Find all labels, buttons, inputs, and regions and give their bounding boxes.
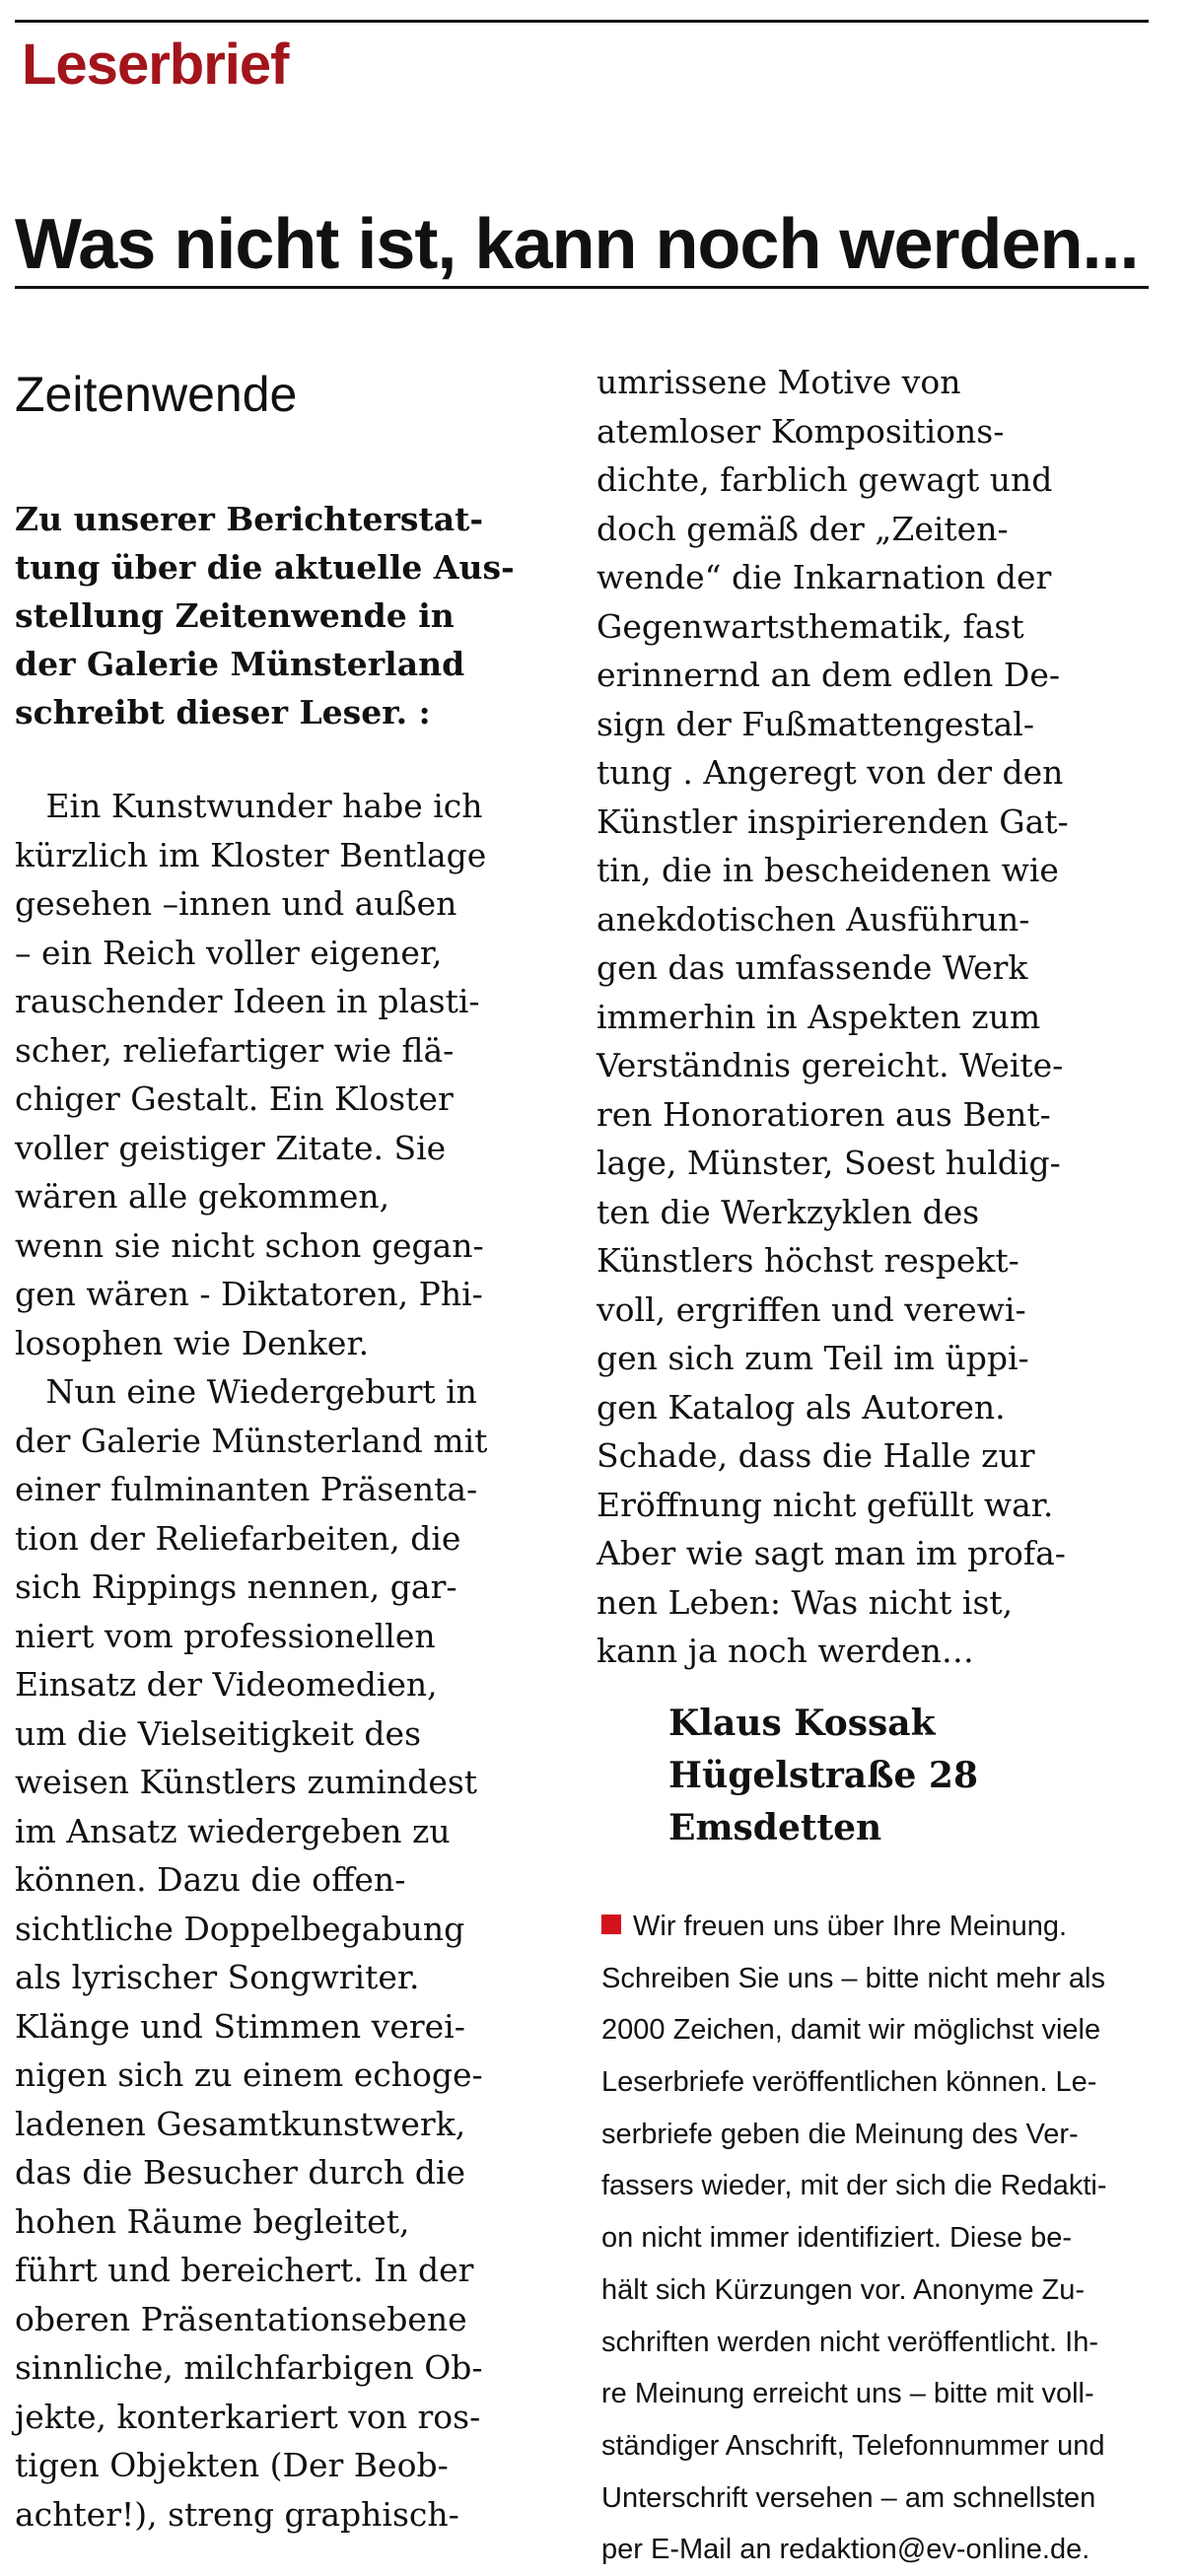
body-line: achter!), streng graphisch- [15, 2494, 459, 2534]
info-line [601, 2212, 1107, 2264]
info-line-text: re Meinung erreicht uns – bitte mit voll- [601, 2378, 1094, 2410]
info-line [601, 2264, 1107, 2317]
author-signature [668, 1698, 978, 1854]
body-line: kann ja noch werden… [597, 1632, 974, 1670]
body-column-left [15, 782, 487, 2539]
body-line: dichte, farblich gewagt und [597, 460, 1053, 499]
info-line-text: fassers wieder, mit der sich die Redakti- [601, 2170, 1107, 2202]
body-line: – ein Reich voller eigener, [15, 933, 443, 972]
intro-line: der Galerie Münsterland [15, 645, 465, 683]
body-line: nen Leben: Was nicht ist, [597, 1582, 1014, 1622]
body-line: umrissene Motive von [597, 363, 961, 401]
info-line-text: 2000 Zeichen, damit wir möglichst viele [601, 2014, 1101, 2047]
reader-letter-info-box [601, 1901, 1107, 2576]
body-line: wende“ die Inkarnation der [597, 558, 1052, 596]
body-line: Verständnis gereicht. Weite- [597, 1046, 1064, 1084]
author-street: Hügelstraße 28 [668, 1755, 979, 1796]
info-line [601, 1953, 1107, 2005]
body-line: gen sich zum Teil im üppi- [597, 1339, 1029, 1377]
intro-line: Zu unserer Berichterstat- [15, 500, 484, 538]
body-line: führt und bereichert. In der [15, 2251, 474, 2289]
body-line: voller geistiger Zitate. Sie [15, 1128, 447, 1167]
body-line: rauschender Ideen in plasti- [15, 982, 480, 1020]
body-line: tung . Angeregt von der den [597, 753, 1064, 792]
body-line: lage, Münster, Soest huldig- [597, 1144, 1061, 1182]
body-line: doch gemäß der „Zeiten- [597, 509, 1009, 548]
body-line: Gegenwartsthematik, fast [597, 606, 1024, 646]
body-column-right [597, 358, 1069, 1676]
article-subhead: Zeitenwende [15, 367, 298, 422]
info-line-text: on nicht immer identifiziert. Diese be- [601, 2222, 1073, 2255]
body-line: kürzlich im Kloster Bentlage [15, 835, 487, 874]
info-line-text: ständiger Anschrift, Telefonnummer und [601, 2429, 1105, 2462]
body-line: das die Besucher durch die [15, 2153, 466, 2192]
body-line: losophen wie Denker. [15, 1323, 370, 1362]
body-line: Nun eine Wiedergeburt in [15, 1372, 477, 1411]
info-line-text: schriften werden nicht veröffentlicht. Ih- [601, 2326, 1098, 2358]
body-line: gen das umfassende Werk [597, 948, 1028, 987]
body-line: Ein Kunstwunder habe ich [15, 787, 483, 825]
body-line: ren Honoratioren aus Bent- [597, 1094, 1051, 1134]
body-line: um die Vielseitigkeit des [15, 1713, 422, 1753]
body-line: gen wären - Diktatoren, Phi- [15, 1275, 483, 1313]
article-intro [15, 495, 567, 736]
info-line-text: Unterschrift versehen – am schnellsten [601, 2481, 1096, 2514]
body-line: ten die Werkzyklen des [597, 1192, 980, 1231]
info-line-text: serbriefe geben die Meinung des Ver- [601, 2118, 1079, 2150]
info-line-text: hält sich Kürzungen vor. Anonyme Zu- [601, 2273, 1086, 2306]
body-line: im Ansatz wiedergeben zu [15, 1811, 451, 1850]
intro-line: schreibt dieser Leser. : [15, 693, 431, 731]
body-line: Eröffnung nicht gefüllt war. [597, 1485, 1054, 1524]
top-rule [15, 20, 1149, 23]
info-line [601, 2524, 1107, 2576]
body-line: gesehen –innen und außen [15, 884, 457, 923]
body-line: sichtliche Doppelbegabung [15, 1909, 465, 1948]
body-line: gen Katalog als Autoren. [597, 1387, 1006, 1427]
info-line-text: Leserbriefe veröffentlichen können. Le- [601, 2066, 1097, 2099]
info-line [601, 2160, 1107, 2212]
body-line: Künstler inspirierenden Gat- [597, 801, 1069, 841]
body-line: einer fulminanten Präsenta- [15, 1470, 478, 1508]
article-headline: Was nicht ist, kann noch werden... [15, 205, 1139, 284]
body-line: Einsatz der Videomedien, [15, 1665, 438, 1704]
body-line: wenn sie nicht schon gegan- [15, 1225, 484, 1265]
body-line: tin, die in bescheidenen wie [597, 851, 1059, 889]
body-line: tigen Objekten (Der Beob- [15, 2446, 449, 2484]
section-rubric: Leserbrief [22, 33, 289, 97]
body-line: der Galerie Münsterland mit [15, 1421, 488, 1460]
body-line: können. Dazu die offen- [15, 1860, 406, 1899]
info-line-text: per E-Mail an redaktion@ev-online.de. [601, 2534, 1090, 2566]
info-line [601, 2056, 1107, 2109]
body-line: nigen sich zu einem echoge- [15, 2055, 483, 2094]
body-line: sinnliche, milchfarbigen Ob- [15, 2348, 483, 2387]
info-line [601, 2420, 1107, 2472]
intro-line: stellung Zeitenwende in [15, 596, 455, 635]
body-line: niert vom professionellen [15, 1616, 436, 1655]
body-line: tion der Reliefarbeiten, die [15, 1518, 461, 1558]
body-line: chiger Gestalt. Ein Kloster [15, 1079, 454, 1118]
body-line: Künstlers höchst respekt- [597, 1241, 1019, 1280]
body-line: ladenen Gesamtkunstwerk, [15, 2104, 466, 2143]
author-name: Klaus Kossak [668, 1703, 936, 1744]
red-square-bullet-icon [601, 1915, 621, 1934]
info-line [601, 2317, 1107, 2369]
info-line [601, 2004, 1107, 2056]
info-line-text: Wir freuen uns über Ihre Meinung. [633, 1911, 1068, 1942]
headline-rule [15, 286, 1149, 289]
body-line: wären alle gekommen, [15, 1177, 390, 1216]
body-line: scher, reliefartiger wie flä- [15, 1030, 455, 1070]
info-line [601, 2368, 1107, 2420]
body-line: als lyrischer Songwriter. [15, 1958, 420, 1996]
body-line: Aber wie sagt man im profa- [597, 1534, 1066, 1572]
body-line: jekte, konterkariert von ros- [15, 2397, 481, 2436]
body-line: voll, ergriffen und verewi- [597, 1289, 1026, 1329]
info-line-text: Schreiben Sie uns – bitte nicht mehr als [601, 1962, 1105, 1994]
body-line: hohen Räume begleitet, [15, 2201, 410, 2241]
body-line: sich Rippings nennen, gar- [15, 1567, 457, 1606]
body-line: erinnernd an dem edlen De- [597, 656, 1061, 694]
body-line: immerhin in Aspekten zum [597, 997, 1041, 1036]
body-line: anekdotischen Ausführun- [597, 899, 1030, 939]
info-line [601, 1901, 1107, 1953]
body-line: oberen Präsentationsebene [15, 2299, 467, 2338]
intro-line: tung über die aktuelle Aus- [15, 548, 515, 587]
body-line: sign der Fußmattengestal- [597, 704, 1034, 743]
body-line: weisen Künstlers zumindest [15, 1763, 478, 1801]
body-line: atemloser Kompositions- [597, 411, 1005, 451]
author-city: Emsdetten [668, 1807, 882, 1848]
body-line: Schade, dass die Halle zur [597, 1436, 1035, 1475]
body-line: Klänge und Stimmen verei- [15, 2006, 465, 2046]
info-line [601, 2109, 1107, 2161]
info-line [601, 2472, 1107, 2525]
